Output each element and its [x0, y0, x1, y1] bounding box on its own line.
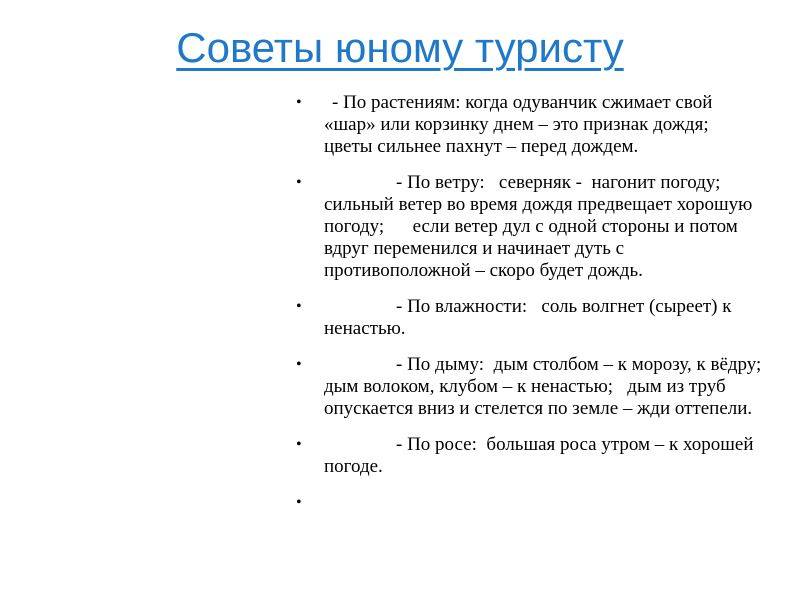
bullet-text-plants: - По растениям: когда одуванчик сжимает свой «шар» или корзинку днем – это признак дождя; цветы сильнее пахнут – перед дождем. [324, 92, 723, 157]
slide-title: Советы юному туристу [176, 24, 624, 71]
bullet-item-plants [296, 92, 766, 158]
bullet-text-smoke: - По дыму: дым столбом – к морозу, к вёдру; дым волоком, клубом – к ненастью; дым из труб опускается вниз и стелется по земле – жди оттепели. [324, 354, 781, 419]
bullet-item-wind [296, 172, 766, 282]
bullet-item-smoke [296, 354, 781, 420]
bullet-list [296, 92, 781, 528]
bullet-item-empty [296, 492, 766, 514]
bullet-dot-icon: • [296, 94, 302, 111]
bullet-dot-icon: • [296, 298, 302, 315]
bullet-dot-icon: • [296, 174, 302, 191]
bullet-item-humidity [296, 296, 766, 340]
bullet-text-dew: - По росе: большая роса утром – к хорошей погоде. [324, 434, 759, 477]
bullet-item-dew [296, 434, 766, 478]
bullet-dot-icon: • [296, 494, 302, 511]
bullet-text-empty [324, 492, 766, 514]
bullet-text-humidity: - По влажности: соль волгнет (сыреет) к ненастью. [324, 296, 737, 339]
bullet-dot-icon: • [296, 436, 302, 453]
bullet-text-wind: - По ветру: северняк - нагонит погоду; сильный ветер во время дождя предвещает хорошую погоду; если ветер дул с одной стороны и потом вдруг переменился и начинает дуть с противоположной – скоро будет дождь. [324, 172, 758, 281]
bullet-dot-icon: • [296, 356, 302, 373]
